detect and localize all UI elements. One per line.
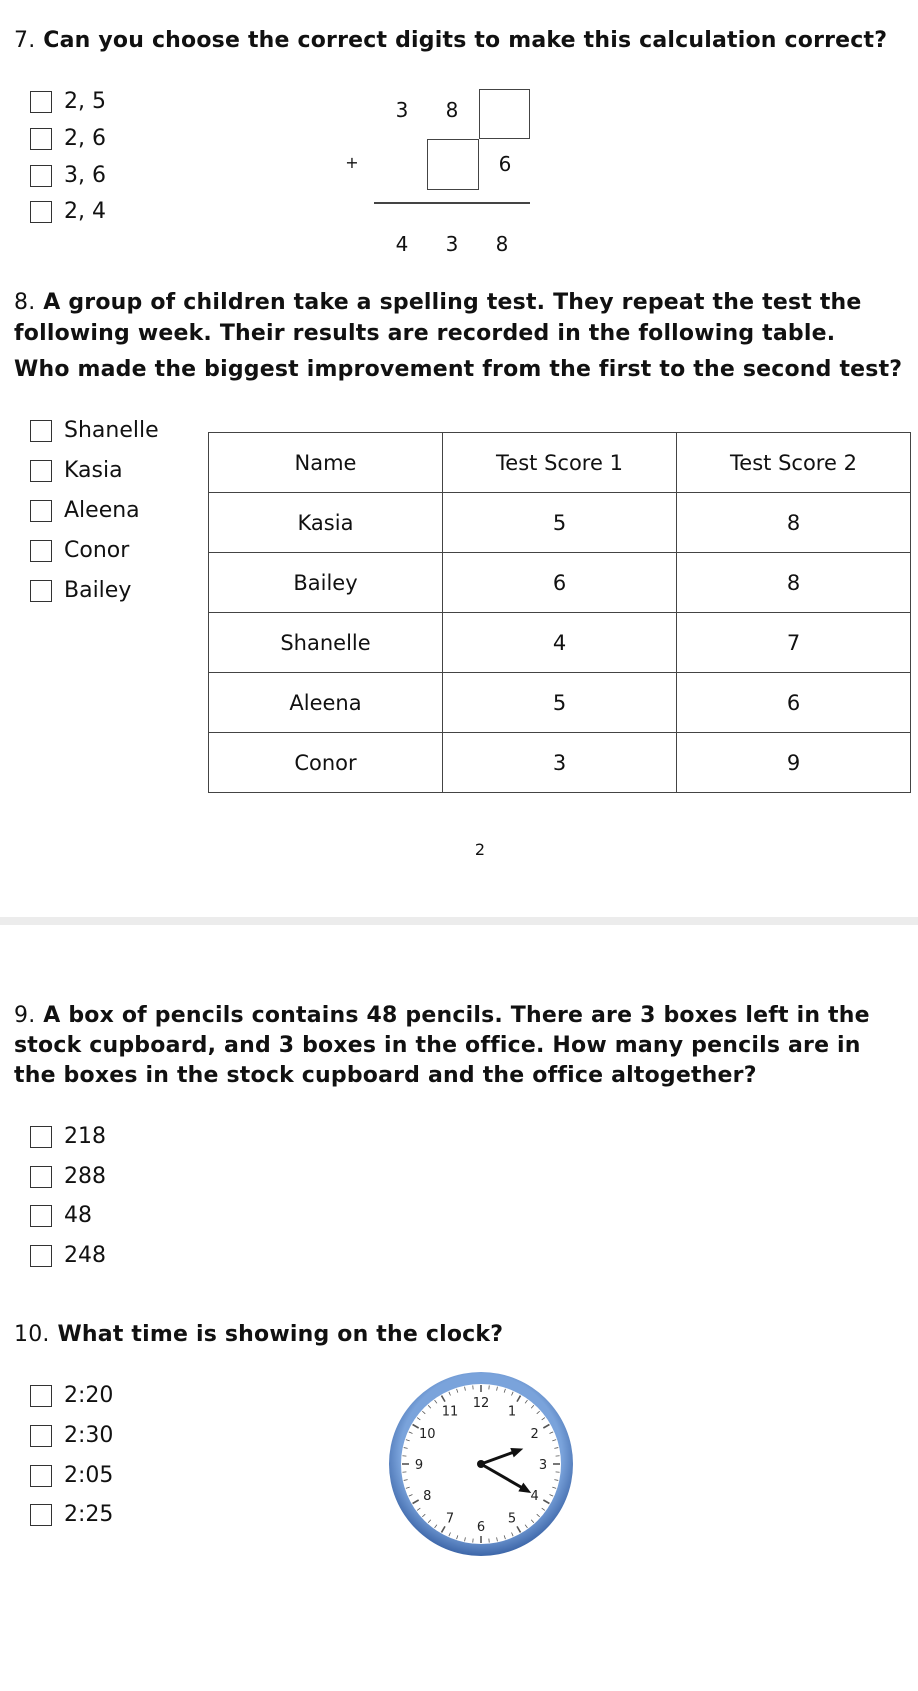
option-label: 3, 6 bbox=[64, 163, 106, 188]
q8-option-1[interactable] bbox=[30, 418, 159, 443]
q10-title bbox=[14, 1322, 503, 1347]
option-label: 2:05 bbox=[64, 1463, 114, 1488]
q7-number: 7. bbox=[14, 28, 36, 53]
q7-option-4[interactable] bbox=[30, 199, 106, 224]
clock-number: 12 bbox=[472, 1396, 490, 1411]
missing-digit-box[interactable] bbox=[427, 139, 479, 190]
checkbox[interactable] bbox=[30, 1126, 52, 1148]
table-header: Test Score 1 bbox=[443, 433, 677, 493]
checkbox[interactable] bbox=[30, 1385, 52, 1407]
checkbox[interactable] bbox=[30, 165, 52, 187]
calc-digit: 6 bbox=[498, 152, 512, 176]
q7-option-1[interactable] bbox=[30, 89, 106, 114]
q9-number: 9. bbox=[14, 1003, 36, 1028]
option-label: Shanelle bbox=[64, 418, 159, 443]
table-cell: 3 bbox=[443, 733, 677, 793]
q10-number: 10. bbox=[14, 1322, 50, 1347]
option-label: 2, 5 bbox=[64, 89, 106, 114]
q8-title bbox=[14, 287, 894, 349]
table-cell: 8 bbox=[677, 493, 911, 553]
q8-number: 8. bbox=[14, 290, 36, 315]
q8-text: A group of children take a spelling test. They repeat the test the following week. Their results are recorded in the following table. bbox=[14, 290, 862, 346]
page-divider bbox=[0, 917, 918, 925]
table-cell: 5 bbox=[443, 673, 677, 733]
checkbox[interactable] bbox=[30, 1205, 52, 1227]
clock-number: 5 bbox=[507, 1511, 517, 1527]
scores-table bbox=[208, 432, 911, 793]
table-row bbox=[209, 493, 911, 553]
table-cell: Conor bbox=[209, 733, 443, 793]
clock-number: 7 bbox=[445, 1511, 455, 1527]
option-label: Bailey bbox=[64, 578, 132, 603]
q8-option-2[interactable] bbox=[30, 458, 123, 483]
q8-option-5[interactable] bbox=[30, 578, 131, 603]
checkbox[interactable] bbox=[30, 1465, 52, 1487]
clock-number: 9 bbox=[414, 1458, 424, 1473]
q7-title bbox=[14, 28, 887, 53]
checkbox[interactable] bbox=[30, 128, 52, 150]
table-cell: Shanelle bbox=[209, 613, 443, 673]
option-label: Conor bbox=[64, 538, 130, 563]
checkbox[interactable] bbox=[30, 201, 52, 223]
q10-option-4[interactable] bbox=[30, 1502, 113, 1527]
q8-option-3[interactable] bbox=[30, 498, 140, 523]
table-cell: Kasia bbox=[209, 493, 443, 553]
q9-option-3[interactable] bbox=[30, 1203, 92, 1228]
clock-number: 11 bbox=[441, 1404, 459, 1420]
checkbox[interactable] bbox=[30, 1504, 52, 1526]
table-row bbox=[209, 733, 911, 793]
calc-digit: 3 bbox=[395, 98, 409, 122]
table-row bbox=[209, 613, 911, 673]
q7-text: Can you choose the correct digits to make this calculation correct? bbox=[43, 28, 888, 53]
table-header-row bbox=[209, 433, 911, 493]
table-header: Test Score 2 bbox=[677, 433, 911, 493]
option-label: 288 bbox=[64, 1164, 106, 1189]
checkbox[interactable] bbox=[30, 1245, 52, 1267]
option-label: Aleena bbox=[64, 498, 140, 523]
q10-option-1[interactable] bbox=[30, 1383, 113, 1408]
table-cell: 9 bbox=[677, 733, 911, 793]
option-label: 2, 6 bbox=[64, 126, 106, 151]
q9-option-2[interactable] bbox=[30, 1164, 106, 1189]
q9-title bbox=[14, 1001, 904, 1091]
option-label: 248 bbox=[64, 1243, 106, 1268]
table-cell: 6 bbox=[443, 553, 677, 613]
q7-option-2[interactable] bbox=[30, 126, 106, 151]
checkbox[interactable] bbox=[30, 420, 52, 442]
option-label: 2, 4 bbox=[64, 199, 106, 224]
calc-digit: 3 bbox=[445, 232, 459, 256]
clock-number: 6 bbox=[476, 1520, 486, 1535]
calc-digit: 4 bbox=[395, 232, 409, 256]
option-label: 2:20 bbox=[64, 1383, 114, 1408]
table-cell: 4 bbox=[443, 613, 677, 673]
table-cell: Aleena bbox=[209, 673, 443, 733]
q10-option-3[interactable] bbox=[30, 1463, 113, 1488]
option-label: 2:25 bbox=[64, 1502, 114, 1527]
table-cell: Bailey bbox=[209, 553, 443, 613]
q10-text: What time is showing on the clock? bbox=[57, 1322, 504, 1347]
option-label: 2:30 bbox=[64, 1423, 114, 1448]
missing-digit-box[interactable] bbox=[479, 89, 530, 139]
calc-line bbox=[374, 202, 530, 204]
clock-number: 1 bbox=[507, 1404, 517, 1420]
clock-number: 10 bbox=[419, 1427, 436, 1442]
q9-option-1[interactable] bbox=[30, 1124, 106, 1149]
calc-digit: 8 bbox=[495, 232, 509, 256]
q9-text: A box of pencils contains 48 pencils. There are 3 boxes left in the stock cupboard, and 3 boxes in the office. How many pencils are in the boxes in the stock cupboard and the office altogether? bbox=[14, 1003, 870, 1088]
clock-number: 3 bbox=[538, 1458, 548, 1473]
clock-icon bbox=[386, 1369, 576, 1559]
q8-option-4[interactable] bbox=[30, 538, 129, 563]
q8-subquestion: Who made the biggest improvement from the first to the second test? bbox=[14, 357, 903, 382]
table-cell: 8 bbox=[677, 553, 911, 613]
checkbox[interactable] bbox=[30, 1166, 52, 1188]
checkbox[interactable] bbox=[30, 1425, 52, 1447]
table-row bbox=[209, 673, 911, 733]
plus-sign: + bbox=[345, 153, 359, 172]
table-cell: 7 bbox=[677, 613, 911, 673]
option-label: Kasia bbox=[64, 458, 123, 483]
checkbox[interactable] bbox=[30, 91, 52, 113]
clock-number: 4 bbox=[530, 1489, 539, 1504]
table-header: Name bbox=[209, 433, 443, 493]
checkbox[interactable] bbox=[30, 540, 52, 562]
page-number: 2 bbox=[474, 840, 486, 859]
table-row bbox=[209, 553, 911, 613]
clock-number: 2 bbox=[530, 1427, 539, 1442]
checkbox[interactable] bbox=[30, 500, 52, 522]
q7-option-3[interactable] bbox=[30, 163, 106, 188]
q10-option-2[interactable] bbox=[30, 1423, 113, 1448]
clock-number: 8 bbox=[423, 1489, 432, 1504]
checkbox[interactable] bbox=[30, 460, 52, 482]
table-cell: 5 bbox=[443, 493, 677, 553]
option-label: 48 bbox=[64, 1203, 92, 1228]
q9-option-4[interactable] bbox=[30, 1243, 106, 1268]
table-cell: 6 bbox=[677, 673, 911, 733]
clock-center bbox=[477, 1460, 485, 1468]
checkbox[interactable] bbox=[30, 580, 52, 602]
calc-digit: 8 bbox=[445, 98, 459, 122]
option-label: 218 bbox=[64, 1124, 106, 1149]
